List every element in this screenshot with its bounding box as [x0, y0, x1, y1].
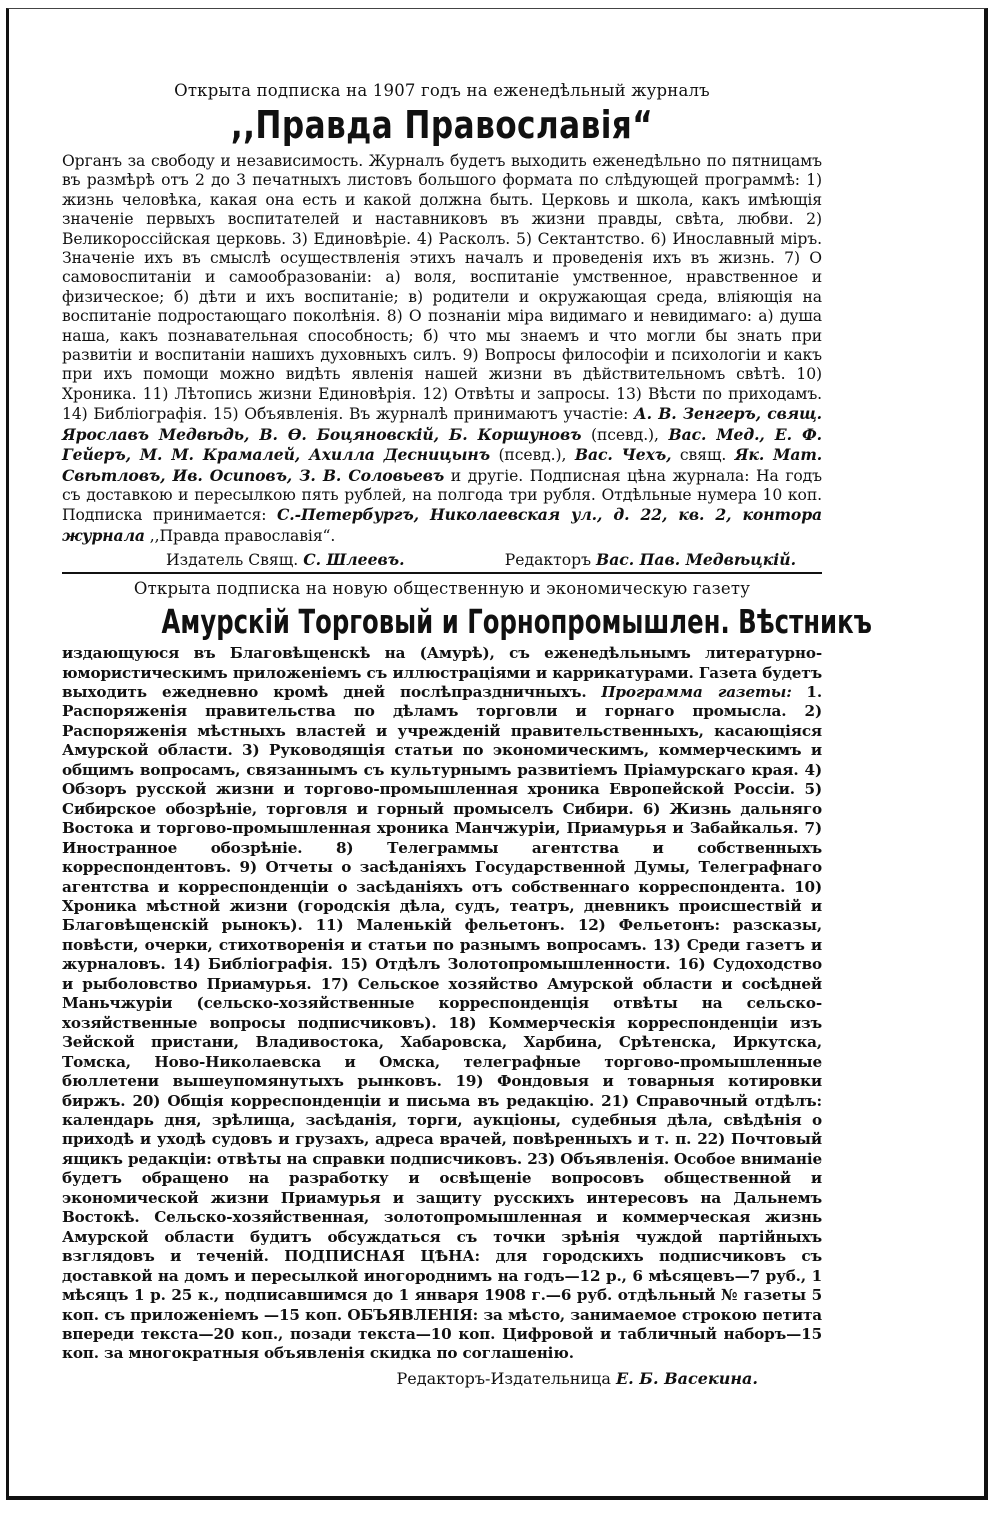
gazette-description	[62, 644, 822, 1364]
gazette-editor-name: Е. Б. Васекина.	[615, 1368, 758, 1388]
editor-label: Редакторъ	[504, 551, 592, 570]
contributors-list: Вас. Чехъ,	[574, 445, 672, 465]
editor-name: Вас. Пав. Медвѣцкій.	[596, 550, 796, 570]
contributors-list: Вас. Мед., Е. Ф. Гейеръ, М. М. Крамалей, Ахилла Десницынъ	[62, 424, 822, 465]
gazette-program-text: 1. Распоряженія правительства по дѣламъ торговли и горнаго промысла. 2) Распоряженія мѣстныхъ властей и учрежденій правительственныхъ, касающіяся Амурской области. 3) Руководящія статьи по экономическимъ, коммерческимъ и общимъ вопросамъ, связаннымъ съ культурнымъ развитіемъ Пріамурскаго края. 4) Обзоръ русской жизни и торгово-промышленная хроника Европейской Россіи. 5) Сибирское обозрѣніе, торговля и горный промыселъ Сибири. 6) Жизнь дальняго Востока и торгово-промышленная хроника Манчжуріи, Приамурья и Забайкалья. 7) Иностранное обозрѣніе. 8) Телеграммы агентства и собственныхъ корреспондентовъ. 9) Отчеты о засѣданіяхъ Государственной Думы, Телеграфнаго агентства и корреспонденціи о засѣданіяхъ отъ собственнаго корреспондента. 10) Хроника мѣстной жизни (городскія дѣла, судъ, театръ, дневникъ происшествій и Благовѣщенскій рынокъ). 11) Маленькій фельетонъ. 12) Фельетонъ: разсказы, повѣсти, очерки, стихотворенія и статьи по разнымъ вопросамъ. 13) Среди газетъ и журналовъ. 14) Библіографія. 15) Отдѣлъ Золотопромышленности. 16) Судоходство и рыболовство Приамурья. 17) Сельское хозяйство Амурской области и сосѣдней Маньчжуріи (сельско-хозяйственные корреспонденція отвѣты на сельско-хозяйственные вопросы подписчиковъ). 18) Коммерческія корреспонденціи изъ Зейской пристани, Владивостока, Хабаровска, Харбина, Срѣтенска, Иркутска, Томска, Ново-Николаевска и Омска, телеграфные торгово-промышленные бюллетени вышеупомянутыхъ рынковъ. 19) Фондовыя и товарныя котировки биржъ. 20) Общія корреспонденціи и письма въ редакцію. 21) Справочный отдѣлъ: календарь дня, зрѣлища, засѣданія, торги, аукціоны, судебныя дѣла, свѣдѣнія о приходѣ и уходѣ судовъ и грузахъ, адреса врачей, повѣренныхъ и т. п. 22) Почтовый ящикъ редакціи: отвѣты на справки подписчиковъ. 23) Объявленія.	[62, 683, 822, 1168]
priest-title: свящ.	[679, 446, 727, 465]
gazette-editor-label: Редакторъ-Издательница	[396, 1368, 611, 1388]
subscription-price-text: и другіе. Подписная цѣна журнала: На годъ съ доставкою и пересылкою пять рублей, на полгода три рубля. Отдѣльные нумера 10 коп. Подписка принимается:	[62, 466, 823, 525]
publisher-signature	[166, 549, 405, 571]
gazette-editor-signature	[62, 1368, 822, 1390]
journal-title: ,,Правда Православія“	[230, 103, 654, 147]
gazette-advertisement	[62, 578, 872, 1390]
gazette-intro-text: издающуюся въ Благовѣщенскѣ на (Амурѣ), съ еженедѣльнымъ литературно-юмористическимъ приложеніемъ съ иллюстраціями и каррикатурами. Газета будетъ выходить ежедневно кромѣ дней послѣпраздничныхъ.	[62, 644, 822, 702]
section-divider	[62, 572, 822, 574]
newspaper-page	[62, 80, 872, 1390]
pseudonym-note: (псевд.),	[498, 446, 567, 465]
contributors-list: Як. Мат. Свѣтловъ, Ив. Осиповъ, З. В. Соловьевъ	[62, 445, 823, 485]
editor-signature	[505, 549, 796, 571]
subscription-address: С.-Петербургъ, Николаевская ул., д. 22, кв. 2, контора журнала	[62, 505, 823, 545]
publisher-label: Издатель Свящ.	[166, 551, 299, 570]
journal-office-name: ,,Правда православія“.	[149, 526, 336, 545]
gazette-price-text: Особое вниманіе будетъ обращено на разработку и освѣщеніе вопросовъ общественной и экономической жизни Приамурья и защиту русскихъ интересовъ на Дальнемъ Востокѣ. Сельско-хозяйственная, золотопромышленная и коммерческая жизнь Амурской области будитъ обсуждаться съ точки зрѣнія чуждой партійныхъ взглядовъ и теченій. ПОДПИСНАЯ ЦѢНА: для городскихъ подписчиковъ съ доставкой на домъ и пересылкой иногороднимъ на годъ—12 р., 6 мѣсяцевъ—7 руб., 1 мѣсяцъ 1 р. 25 к., подписавшимся до 1 января 1908 г.—6 руб. отдѣльный № газеты 5 коп. съ приложеніемъ —15 коп. ОБЪЯВЛЕНІЯ: за мѣсто, занимаемое строкою петита впереди текста—20 коп., позади текста—10 коп. Цифровой и табличный наборъ—15 коп. за многократныя объявленія скидка по соглашенію.	[62, 1149, 822, 1363]
contributors-list: А. В. Зенгеръ, свящ. Ярославъ Медвѣдь, В. Ѳ. Боцяновскій, Б. Коршуновъ	[62, 404, 823, 444]
gazette-announcement: Открыта подписка на новую общественную и экономическую газету	[133, 579, 751, 599]
journal-signatures	[62, 549, 822, 571]
gazette-title: Амурскій Торговый и Горнопромышлен. Вѣстникъ	[161, 602, 872, 642]
journal-advertisement	[62, 80, 822, 571]
journal-program-text: Органъ за свободу и независимость. Журналъ будетъ выходить еженедѣльно по пятницамъ въ размѣрѣ отъ 2 до 3 печатныхъ листовъ большого формата по слѣдующей программѣ: 1) жизнь человѣка, какая она есть и какой должна быть. Церковь и школа, какъ имѣющія значеніе первыхъ воспитателей и наставниковъ въ жизни правды, свѣта, любви. 2) Великороссійская церковь. 3) Единовѣріе. 4) Расколъ. 5) Сектантство. 6) Инославный міръ. Значеніе ихъ въ смыслѣ осуществленія этихъ началъ и проведенія ихъ въ жизнь. 7) О самовоспитаніи и самообразованіи: а) воля, воспитаніе умственное, нравственное и физическое; б) дѣти и ихъ воспитаніе; в) родители и окружающая среда, вліяющія на воспитаніе подростающаго поколѣнія. 8) О познаніи міра видимаго и невидимаго: а) душа наша, какъ познавательная способность; б) что мы знаемъ и что могли бы знать при развитіи и воспитаніи нашихъ духовныхъ силъ. 9) Вопросы философіи и психологіи и какъ при ихъ помощи можно видѣть явленія нашей жизни въ дѣйствительномъ свѣтѣ. 10) Хроника. 11) Лѣтопись жизни Единовѣрія. 12) Отвѣты и запросы. 13) Вѣсти по приходамъ. 14) Библіографія. 15) Объявленія. Въ журналѣ принимаютъ участіе:	[62, 152, 822, 424]
journal-announcement: Открыта подписка на 1907 годъ на еженедѣльный журналъ	[174, 81, 710, 100]
journal-description	[62, 152, 822, 546]
publisher-name: С. Шлеевъ.	[303, 550, 405, 570]
gazette-program-label: Программа газеты:	[601, 683, 792, 702]
pseudonym-note: (псевд.),	[590, 425, 659, 444]
